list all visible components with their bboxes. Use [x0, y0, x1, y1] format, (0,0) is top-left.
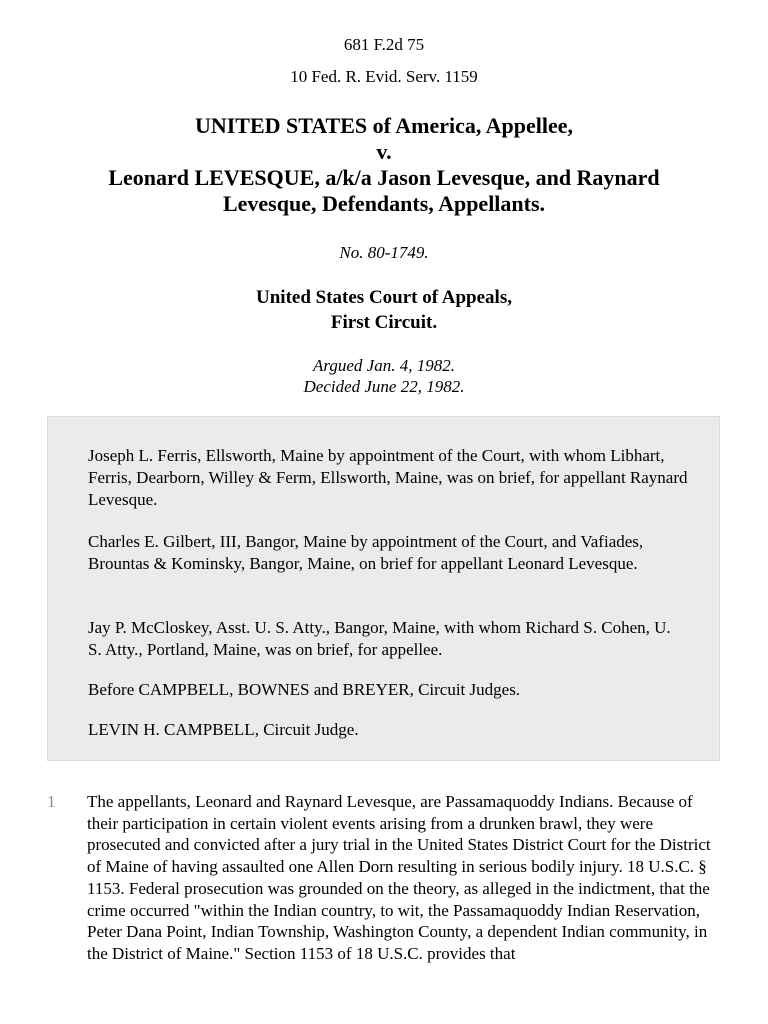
paragraph-number: 1: [47, 792, 56, 811]
reporter-citation: 681 F.2d 75: [343, 35, 425, 54]
counsel-appellant-raynard: Joseph L. Ferris, Ellsworth, Maine by appointment of the Court, with whom Libhart, Ferris, Dearborn, Willey & Ferm, Ellsworth, Maine, was on brief, for appellant Raynard Levesque.: [88, 446, 688, 509]
counsel-appellee: Jay P. McCloskey, Asst. U. S. Atty., Bangor, Maine, with whom Richard S. Cohen, U. S. Atty., Portland, Maine, was on brief, for appellee.: [88, 618, 671, 659]
court-name: [0, 285, 768, 335]
case-dates: [0, 355, 768, 397]
caption-appellee: UNITED STATES of America, Appellee,: [194, 113, 574, 138]
paragraph-text: The appellants, Leonard and Raynard Levesque, are Passamaquoddy Indians. Because of their participation in certain violent events arising from a drunken brawl, they were prosecuted and convicted after a jury trial in the United States District Court for the District of Maine of having assaulted one Allen Dorn resulting in serious bodily injury. 18 U.S.C. § 1153. Federal prosecution was grounded on the theory, as alleged in the indictment, that the crime occurred "within the Indian country, to wit, the Passamaquoddy Indian Reservation, Peter Dana Point, Indian Township, Washington County, a dependent Indian community, in the District of Maine." Section 1153 of 18 U.S.C. provides that: [87, 792, 711, 963]
counsel-appellant-leonard: Charles E. Gilbert, III, Bangor, Maine by appointment of the Court, and Vafiades, Brountas & Kominsky, Bangor, Maine, on brief for appellant Leonard Levesque.: [88, 532, 644, 573]
argued-date: Argued Jan. 4, 1982.: [313, 356, 455, 375]
caption-versus: v.: [376, 139, 392, 164]
decided-date: Decided June 22, 1982.: [303, 377, 465, 396]
docket-number: No. 80-1749.: [339, 243, 429, 262]
caption-appellants-line1: Leonard LEVESQUE, a/k/a Jason Levesque, and Raynard: [108, 165, 660, 190]
counsel-panel: [47, 416, 720, 761]
panel-judges: Before CAMPBELL, BOWNES and BREYER, Circuit Judges.: [88, 680, 521, 699]
authoring-judge: LEVIN H. CAMPBELL, Circuit Judge.: [88, 720, 359, 739]
court-name-line1: United States Court of Appeals,: [256, 287, 512, 308]
evidence-service-citation: 10 Fed. R. Evid. Serv. 1159: [290, 67, 478, 86]
caption-appellants-line2: Levesque, Defendants, Appellants.: [222, 191, 546, 216]
case-caption: [40, 113, 728, 217]
court-name-line2: First Circuit.: [330, 312, 438, 333]
